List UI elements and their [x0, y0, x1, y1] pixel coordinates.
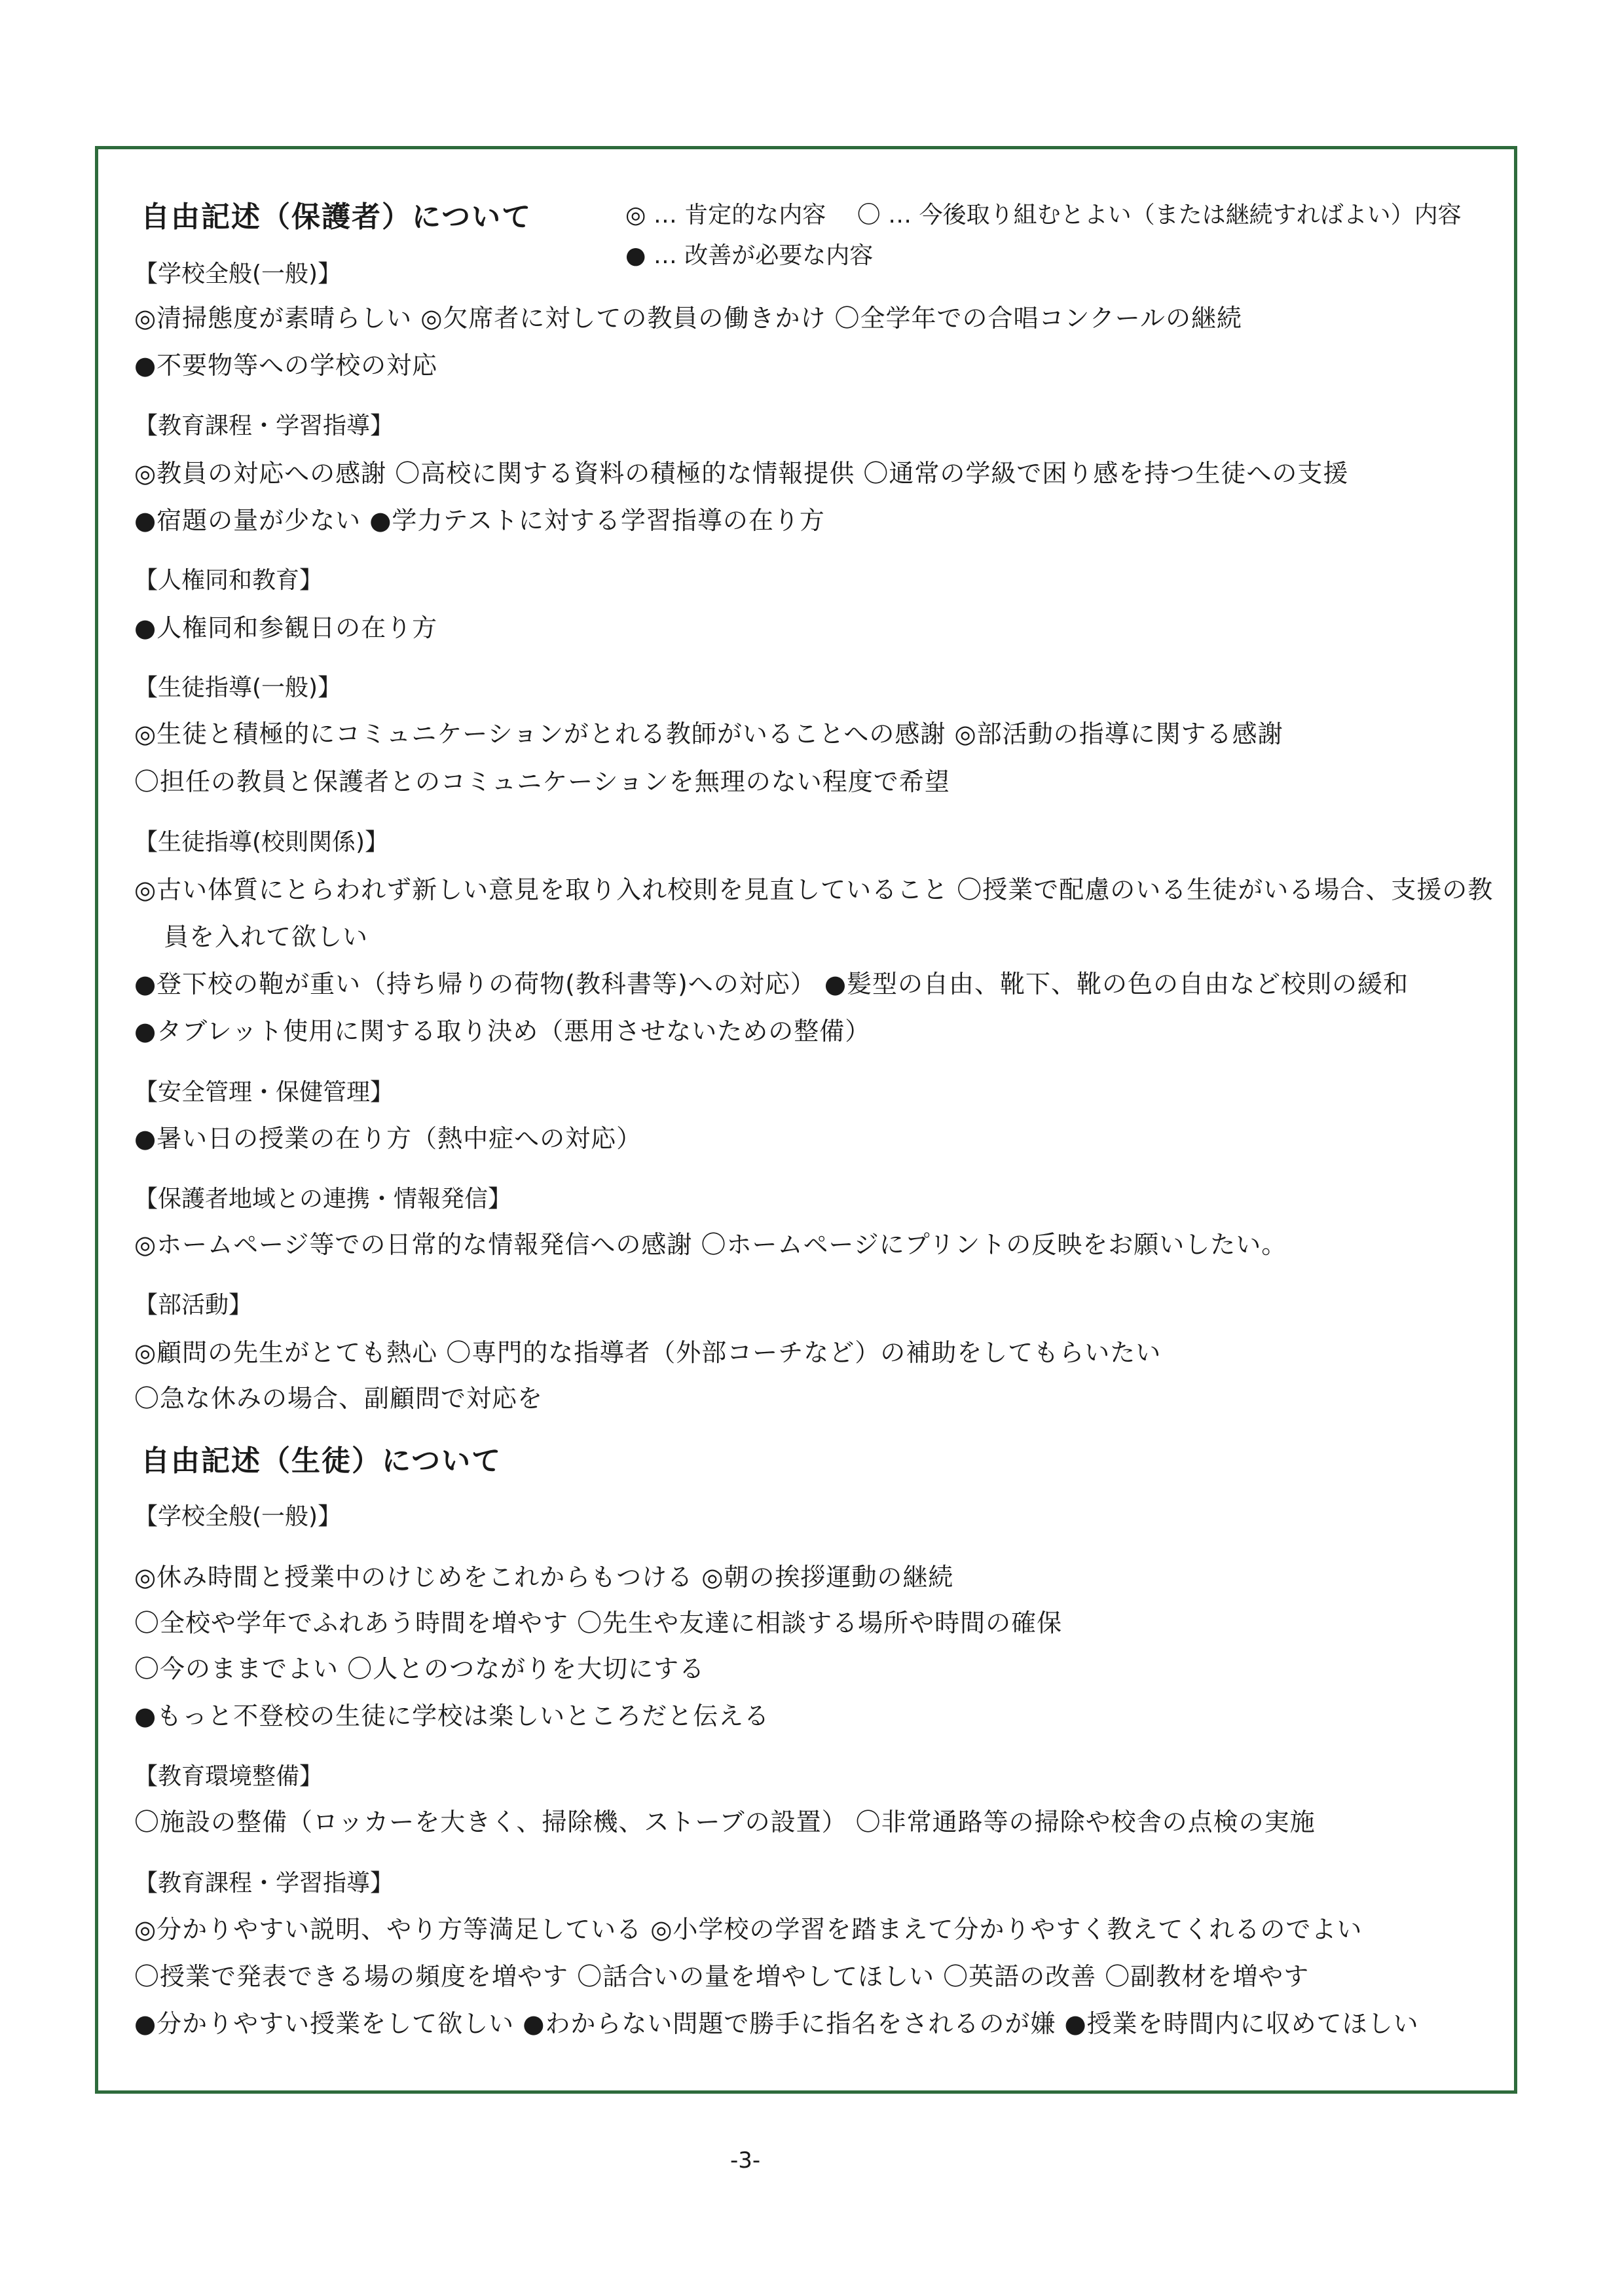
comment-line: ●宿題の量が少ない ●学力テストに対する学習指導の在り方 — [134, 506, 825, 535]
section-heading: 【教育環境整備】 — [134, 1763, 323, 1790]
section-heading: 【生徒指導(一般)】 — [134, 674, 342, 701]
comment-line: ●人権同和参観日の在り方 — [134, 613, 438, 642]
comment-line: ●登下校の鞄が重い（持ち帰りの荷物(教科書等)への対応） ●髪型の自由、靴下、靴の色の自由など校則の緩和 — [134, 970, 1409, 998]
comment-line: ◎顧問の先生がとても熱心 〇専門的な指導者（外部コーチなど）の補助をしてもらいたい — [134, 1338, 1162, 1367]
page-number: -3- — [730, 2147, 761, 2174]
section-heading: 【安全管理・保健管理】 — [134, 1079, 394, 1106]
comment-line: ●タブレット使用に関する取り決め（悪用させないための整備） — [134, 1017, 871, 1046]
section-heading: 【教育課程・学習指導】 — [134, 1870, 394, 1897]
comment-line: 〇全校や学年でふれあう時間を増やす 〇先生や友達に相談する場所や時間の確保 — [134, 1609, 1063, 1637]
parent-section-title: 自由記述（保護者）について — [141, 200, 532, 234]
comment-line: ◎生徒と積極的にコミュニケーションがとれる教師がいることへの感謝 ◎部活動の指導に関する感謝 — [134, 720, 1283, 748]
legend-line-1: ◎ … 肯定的な内容 〇 … 今後取り組むとよい（または継続すればよい）内容 — [625, 202, 1462, 228]
comment-line: ◎分かりやすい説明、やり方等満足している ◎小学校の学習を踏まえて分かりやすく教えてくれるのでよい — [134, 1915, 1363, 1944]
comment-line: ◎教員の対応への感謝 〇高校に関する資料の積極的な情報提供 〇通常の学級で困り感を持つ生徒への支援 — [134, 459, 1349, 488]
comment-line: ◎古い体質にとらわれず新しい意見を取り入れ校則を見直していること 〇授業で配慮のいる生徒がいる場合、支援の教 — [134, 875, 1494, 904]
comment-line: 〇急な休みの場合、副顧問で対応を — [134, 1384, 544, 1413]
section-heading: 【学校全般(一般)】 — [134, 261, 342, 287]
comment-line: ●もっと不登校の生徒に学校は楽しいところだと伝える — [134, 1702, 770, 1730]
section-heading: 【教育課程・学習指導】 — [134, 412, 394, 439]
comment-line: ●分かりやすい授業をして欲しい ●わからない問題で勝手に指名をされるのが嫌 ●授業を時間内に収めてほしい — [134, 2009, 1419, 2038]
comment-line: ●暑い日の授業の在り方（熱中症への対応） — [134, 1124, 642, 1153]
comment-line: 〇授業で発表できる場の頻度を増やす 〇話合いの量を増やしてほしい 〇英語の改善 〇副教材を増やす — [134, 1962, 1310, 1991]
comment-line: 員を入れて欲しい — [164, 922, 369, 951]
section-heading: 【学校全般(一般)】 — [134, 1503, 342, 1530]
legend-line-2: ● … 改善が必要な内容 — [625, 242, 874, 269]
section-heading: 【保護者地域との連携・情報発信】 — [134, 1186, 512, 1212]
section-heading: 【人権同和教育】 — [134, 567, 323, 594]
student-section-title: 自由記述（生徒）について — [141, 1444, 502, 1478]
comment-line: ◎清掃態度が素晴らしい ◎欠席者に対しての教員の働きかけ 〇全学年での合唱コンクールの継続 — [134, 304, 1242, 333]
comment-line: ◎ホームページ等での日常的な情報発信への感謝 〇ホームページにプリントの反映をお願いしたい。 — [134, 1230, 1287, 1259]
section-heading: 【部活動】 — [134, 1292, 253, 1319]
comment-line: 〇施設の整備（ロッカーを大きく、掃除機、ストーブの設置） 〇非常通路等の掃除や校舎の点検の実施 — [134, 1808, 1316, 1836]
comment-line: ◎休み時間と授業中のけじめをこれからもつける ◎朝の挨拶運動の継続 — [134, 1563, 954, 1592]
comment-line: 〇担任の教員と保護者とのコミュニケーションを無理のない程度で希望 — [134, 767, 950, 796]
comment-line: ●不要物等への学校の対応 — [134, 351, 438, 380]
comment-line: 〇今のままでよい 〇人とのつながりを大切にする — [134, 1654, 705, 1683]
section-heading: 【生徒指導(校則関係)】 — [134, 829, 389, 856]
